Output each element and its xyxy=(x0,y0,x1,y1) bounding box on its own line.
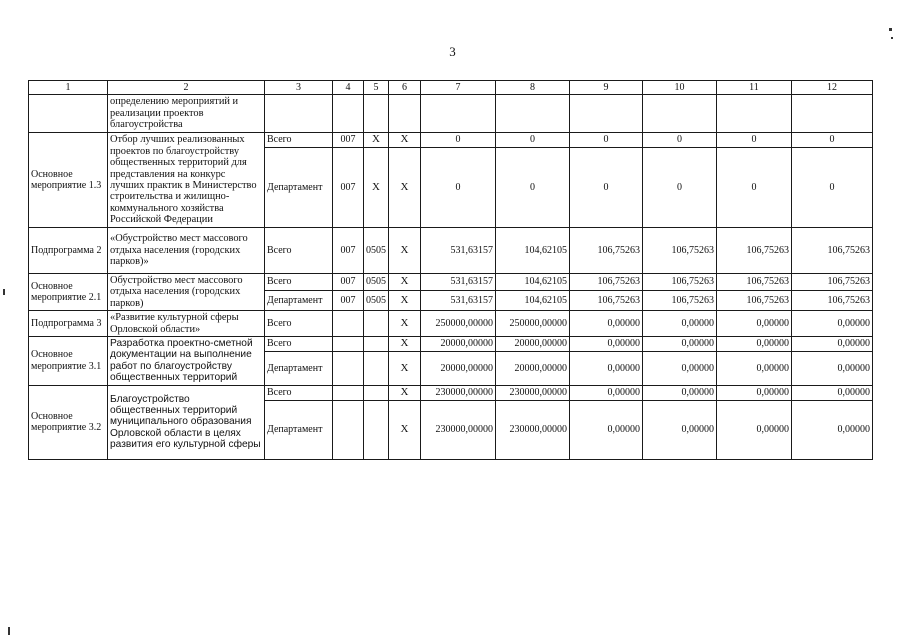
value-cell: 106,75263 xyxy=(570,291,643,311)
code-cell xyxy=(364,400,389,459)
row-label: Основное мероприятие 3.2 xyxy=(29,385,108,459)
scan-speck xyxy=(891,37,893,39)
code-cell: X xyxy=(364,148,389,228)
table-row xyxy=(29,274,873,291)
value-cell: 0,00000 xyxy=(717,337,792,352)
value-cell: 0 xyxy=(421,133,496,148)
funding-source: Всего xyxy=(265,228,333,274)
funding-source: Департамент xyxy=(265,352,333,385)
code-cell xyxy=(333,337,364,352)
code-cell: X xyxy=(389,337,421,352)
code-cell: X xyxy=(389,352,421,385)
scan-speck xyxy=(8,627,10,635)
code-cell xyxy=(333,400,364,459)
code-cell: 0505 xyxy=(364,291,389,311)
value-cell: 0,00000 xyxy=(570,311,643,337)
value-cell: 531,63157 xyxy=(421,228,496,274)
value-cell: 0,00000 xyxy=(643,400,717,459)
column-number: 6 xyxy=(389,81,421,95)
value-cell: 106,75263 xyxy=(643,291,717,311)
row-description: Разработка проектно-сметной документации на выполнение работ по благоустройству общественных территорий xyxy=(108,337,265,386)
value-cell: 106,75263 xyxy=(792,274,873,291)
code-cell: X xyxy=(389,133,421,148)
code-cell: X xyxy=(389,148,421,228)
code-cell xyxy=(333,311,364,337)
value-cell: 250000,00000 xyxy=(496,311,570,337)
value-cell: 0 xyxy=(792,148,873,228)
column-number: 3 xyxy=(265,81,333,95)
value-cell: 0 xyxy=(792,133,873,148)
value-cell: 0,00000 xyxy=(643,352,717,385)
value-cell: 106,75263 xyxy=(792,291,873,311)
row-description: Благоустройство общественных территорий муниципального образования Орловской области в целях развития его культурной сферы xyxy=(108,385,265,459)
value-cell: 0,00000 xyxy=(792,337,873,352)
value-cell: 0,00000 xyxy=(643,385,717,400)
column-number: 12 xyxy=(792,81,873,95)
value-cell: 106,75263 xyxy=(717,274,792,291)
code-cell: 007 xyxy=(333,228,364,274)
value-cell: 0 xyxy=(717,148,792,228)
value-cell: 106,75263 xyxy=(643,228,717,274)
row-description: Отбор лучших реализованных проектов по благоустройству общественных территорий для представления на конкурс лучших практик в Министерство строительства и жилищно-коммунального хозяйства Российской Федерации xyxy=(108,133,265,228)
table-row xyxy=(29,95,873,133)
column-number: 8 xyxy=(496,81,570,95)
value-cell: 0,00000 xyxy=(643,311,717,337)
row-label: Основное мероприятие 3.1 xyxy=(29,337,108,386)
code-cell: 007 xyxy=(333,148,364,228)
funding-source: Всего xyxy=(265,385,333,400)
code-cell xyxy=(333,352,364,385)
column-number: 9 xyxy=(570,81,643,95)
value-cell: 106,75263 xyxy=(717,228,792,274)
funding-source: Всего xyxy=(265,274,333,291)
code-cell xyxy=(364,337,389,352)
code-cell: 007 xyxy=(333,274,364,291)
value-cell: 0 xyxy=(570,133,643,148)
value-cell: 20000,00000 xyxy=(496,337,570,352)
column-number: 5 xyxy=(364,81,389,95)
row-label: Подпрограмма 3 xyxy=(29,311,108,337)
code-cell: X xyxy=(364,133,389,148)
code-cell: X xyxy=(389,385,421,400)
row-label: Подпрограмма 2 xyxy=(29,228,108,274)
value-cell: 106,75263 xyxy=(792,228,873,274)
column-number: 1 xyxy=(29,81,108,95)
value-cell: 230000,00000 xyxy=(496,400,570,459)
code-cell xyxy=(364,352,389,385)
column-number: 4 xyxy=(333,81,364,95)
column-number-row xyxy=(29,81,873,95)
code-cell: X xyxy=(389,291,421,311)
value-cell: 20000,00000 xyxy=(421,352,496,385)
value-cell: 230000,00000 xyxy=(421,385,496,400)
code-cell: X xyxy=(389,274,421,291)
table-row xyxy=(29,337,873,352)
value-cell: 104,62105 xyxy=(496,228,570,274)
table-row xyxy=(29,311,873,337)
value-cell: 531,63157 xyxy=(421,274,496,291)
value-cell: 0 xyxy=(717,133,792,148)
value-cell: 531,63157 xyxy=(421,291,496,311)
row-label: Основное мероприятие 1.3 xyxy=(29,133,108,228)
table-row xyxy=(29,228,873,274)
code-cell: 007 xyxy=(333,291,364,311)
funding-source: Департамент xyxy=(265,400,333,459)
row-description: определению мероприятий и реализации проектов благоустройства xyxy=(108,95,265,133)
value-cell: 0,00000 xyxy=(792,385,873,400)
value-cell: 230000,00000 xyxy=(496,385,570,400)
value-cell: 0 xyxy=(496,148,570,228)
value-cell: 0 xyxy=(570,148,643,228)
value-cell: 106,75263 xyxy=(717,291,792,311)
code-cell: X xyxy=(389,228,421,274)
funding-source: Всего xyxy=(265,133,333,148)
column-number: 11 xyxy=(717,81,792,95)
value-cell: 250000,00000 xyxy=(421,311,496,337)
row-description: «Обустройство мест массового отдыха населения (городских парков)» xyxy=(108,228,265,274)
value-cell: 0,00000 xyxy=(792,352,873,385)
value-cell: 106,75263 xyxy=(570,228,643,274)
value-cell: 20000,00000 xyxy=(421,337,496,352)
value-cell: 230000,00000 xyxy=(421,400,496,459)
page-number: 3 xyxy=(449,44,456,59)
code-cell: X xyxy=(389,311,421,337)
row-description: «Развитие культурной сферы Орловской области» xyxy=(108,311,265,337)
value-cell: 0,00000 xyxy=(570,400,643,459)
value-cell: 104,62105 xyxy=(496,274,570,291)
table-row xyxy=(29,133,873,148)
value-cell: 106,75263 xyxy=(570,274,643,291)
value-cell: 0,00000 xyxy=(792,400,873,459)
code-cell: 0505 xyxy=(364,228,389,274)
value-cell: 0,00000 xyxy=(570,352,643,385)
code-cell xyxy=(364,385,389,400)
value-cell: 0,00000 xyxy=(643,337,717,352)
code-cell xyxy=(333,385,364,400)
column-number: 2 xyxy=(108,81,265,95)
row-description: Обустройство мест массового отдыха населения (городских парков) xyxy=(108,274,265,311)
column-number: 10 xyxy=(643,81,717,95)
value-cell: 0,00000 xyxy=(717,352,792,385)
value-cell: 0 xyxy=(496,133,570,148)
value-cell: 20000,00000 xyxy=(496,352,570,385)
row-label xyxy=(29,95,108,133)
budget-table xyxy=(28,80,873,460)
funding-source: Всего xyxy=(265,337,333,352)
table-row xyxy=(29,385,873,400)
code-cell: X xyxy=(389,400,421,459)
scan-speck xyxy=(3,289,5,295)
column-number: 7 xyxy=(421,81,496,95)
value-cell: 0 xyxy=(421,148,496,228)
value-cell: 106,75263 xyxy=(643,274,717,291)
value-cell: 0 xyxy=(643,148,717,228)
funding-source: Всего xyxy=(265,311,333,337)
funding-source: Департамент xyxy=(265,148,333,228)
funding-source: Департамент xyxy=(265,291,333,311)
value-cell: 0,00000 xyxy=(570,337,643,352)
code-cell xyxy=(364,311,389,337)
value-cell: 0,00000 xyxy=(717,311,792,337)
scan-speck xyxy=(889,28,892,31)
row-label: Основное мероприятие 2.1 xyxy=(29,274,108,311)
value-cell: 0,00000 xyxy=(792,311,873,337)
value-cell: 104,62105 xyxy=(496,291,570,311)
value-cell: 0,00000 xyxy=(570,385,643,400)
value-cell: 0 xyxy=(643,133,717,148)
value-cell: 0,00000 xyxy=(717,400,792,459)
code-cell: 007 xyxy=(333,133,364,148)
value-cell: 0,00000 xyxy=(717,385,792,400)
code-cell: 0505 xyxy=(364,274,389,291)
